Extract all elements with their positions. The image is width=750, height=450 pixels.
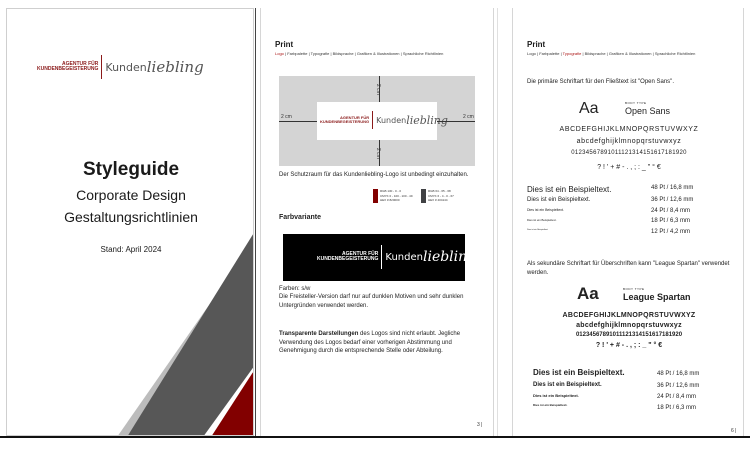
spartan-digits: 01234567891011121314151617181920 [575, 332, 683, 338]
farben-label: Farben: s/w [279, 286, 311, 292]
dark-logo [317, 245, 476, 269]
logo-script: liebling [406, 113, 448, 127]
nav-grafiken[interactable]: Grafiken & Illustrationen [608, 51, 652, 56]
spartan-example-18: Dies ist ein Beispieltext. [533, 403, 568, 407]
open-sans-symbols: ? ! ' + # - . , ; : _ " ° € [597, 164, 661, 171]
nav-logo[interactable]: Logo [275, 51, 284, 56]
typography-page [512, 8, 744, 436]
dim-label-right: 2 cm [463, 114, 474, 120]
spartan-upper: ABCDEFGHIJKLMNOPQRSTUVWXYZ [562, 312, 696, 319]
open-sans-example-48: Dies ist ein Beispieltext. [527, 185, 612, 194]
spartan-size-24: 24 Pt / 8,4 mm [657, 394, 697, 400]
spartan-example-24: Dies ist ein Beispieltext. [533, 393, 579, 398]
spartan-name: League Spartan [623, 292, 691, 302]
open-sans-example-18: Dies ist ein Beispieltext. [527, 218, 557, 222]
nav-bildsprache[interactable]: Bildsprache [332, 51, 354, 56]
size-24: 24 Pt / 8,4 mm [651, 208, 691, 214]
page2-nav [275, 51, 443, 56]
cover-subtitle-1: Corporate Design [76, 187, 186, 203]
nav-sep: | [330, 51, 332, 56]
dim-label-left: 2 cm [281, 114, 292, 120]
spartan-size-18: 18 Pt / 6,3 mm [657, 405, 697, 411]
dim-label-bottom: 2 cm [375, 148, 381, 159]
schutzraum-text: Der Schutzraum für das Kundenliebling-Logo ist unbedingt einzuhalten. [279, 172, 469, 178]
nav-sep: | [582, 51, 584, 56]
page3-nav [527, 51, 695, 56]
size-36: 36 Pt / 12,6 mm [651, 197, 694, 203]
body-type-label: BODY TYPE [625, 101, 647, 105]
nav-farbpalette[interactable]: Farbpalette [287, 51, 308, 56]
open-sans-example-36: Dies ist ein Beispieltext. [527, 197, 591, 203]
nav-sep: | [400, 51, 402, 56]
logo-word: Kunden [385, 251, 423, 263]
nav-sprache[interactable]: Sprachliche Richtlinien [654, 51, 696, 56]
logo-page [260, 8, 494, 436]
page3-number: 6 | [731, 428, 737, 434]
open-sans-sample-aa: Aa [579, 100, 599, 117]
swatch-red-values: RGB 130 - 0 - 0 CMYK 0 - 100 - 100 - 49 HEX # 820000 [380, 189, 413, 202]
size-12: 12 Pt / 4,2 mm [651, 229, 691, 235]
page-divider-2 [497, 8, 498, 436]
logo-line1: AGENTUR FÜR [342, 250, 379, 257]
logo-bar [381, 245, 382, 269]
dim-line-left [279, 121, 317, 122]
nav-sep: | [560, 51, 562, 56]
schutzraum-figure [279, 76, 475, 166]
open-sans-upper: ABCDEFGHIJKLMNOPQRSTUVWXYZ [559, 126, 699, 133]
page3-header: Print [527, 40, 546, 49]
page2-header: Print [275, 40, 294, 49]
cover-title: Styleguide [82, 159, 180, 180]
nav-typografie[interactable]: Typografie [310, 51, 330, 56]
logo-text-block [320, 116, 369, 124]
spartan-example-48: Dies ist ein Beispieltext. [533, 368, 625, 377]
nav-sep: | [537, 51, 539, 56]
secondary-font-intro: Als sekundäre Schriftart für Überschriften kann "League Spartan" verwendet werden. [527, 261, 730, 276]
spartan-symbols: ? ! ' + # - . , ; : _ " ° € [595, 342, 663, 349]
logo-line2: KUNDENBEGEISTERUNG [320, 119, 370, 124]
transparent-bold: Transparente Darstellungen [279, 331, 359, 337]
cover-date: Stand: April 2024 [100, 245, 162, 254]
logo-bar [372, 111, 373, 129]
logo-word: Kunden [376, 115, 407, 125]
nav-typografie[interactable]: Typografie [562, 51, 582, 56]
swatch-gray-values: RGB 64 - 65 - 68 CMYK 6 - 4 - 0 - 67 HEX # 404144 [428, 189, 454, 202]
schutzraum-logo-area [317, 102, 448, 140]
transparent-rest: des Logos sind nicht erlaubt. Jegliche Verwendung des Logos bedarf einer vorherigen Abstimmung und Genehmigung durch die entsprechende Stelle oder Abteilung. [279, 331, 461, 354]
spartan-sample-aa: Aa [577, 284, 599, 303]
dim-line-right [437, 121, 475, 122]
logo-line1: AGENTUR FÜR [62, 60, 99, 67]
cover-decoration [7, 9, 254, 436]
cover-subtitle-2: Gestaltungsrichtlinien [64, 209, 198, 225]
open-sans-digits: 01234567891011121314151617181920 [571, 150, 687, 156]
body-type-label-2: BODY TYPE [623, 287, 645, 291]
swatch-red [373, 189, 378, 203]
farbvariante-heading: Farbvariante [279, 214, 322, 221]
primary-font-intro: Die primäre Schriftart für den Fließtext ist "Open Sans". [527, 79, 674, 85]
spartan-example-36: Dies ist ein Beispieltext. [533, 382, 602, 388]
cover-page [6, 8, 254, 436]
spartan-lower: abcdefghijklmnopqrstuvwxyz [576, 322, 682, 329]
bottom-rule [0, 436, 750, 438]
logo-dark-variant [283, 234, 477, 281]
nav-farbpalette[interactable]: Farbpalette [539, 51, 560, 56]
open-sans-lower: abcdefghijklmnopqrstuvwxyz [576, 138, 682, 145]
logo-line2: KUNDENBEGEISTERUNG [37, 66, 99, 72]
nav-sep: | [285, 51, 287, 56]
nav-sep: | [652, 51, 654, 56]
logo-line2: KUNDENBEGEISTERUNG [317, 256, 379, 262]
open-sans-example-12: Dies ist ein Beispieltext. [527, 229, 549, 231]
logo-word: Kunden [105, 60, 147, 74]
freisteller-text: Die Freisteller-Version darf nur auf dunklen Motiven und sehr dunklen Untergründen verwendet werden. [279, 294, 464, 309]
size-18: 18 Pt / 6,3 mm [651, 218, 691, 224]
schutzraum-logo [320, 111, 448, 129]
transparent-text [279, 330, 479, 356]
page-divider-1 [255, 8, 256, 436]
spartan-size-48: 48 Pt / 16,8 mm [657, 371, 700, 377]
dim-label-top: 2 cm [375, 84, 381, 95]
logo-text-block [317, 252, 378, 263]
logo-script: liebling [146, 58, 204, 76]
swatch-gray [421, 189, 426, 203]
nav-sep: | [606, 51, 608, 56]
logo-line1: AGENTUR FÜR [340, 114, 370, 120]
open-sans-example-24: Dies ist ein Beispieltext. [527, 208, 564, 212]
logo-script: liebling [422, 249, 477, 265]
open-sans-name: Open Sans [625, 106, 671, 116]
size-48: 48 Pt / 16,8 mm [651, 185, 694, 191]
spartan-size-36: 36 Pt / 12,6 mm [657, 383, 700, 389]
nav-logo[interactable]: Logo [527, 51, 536, 56]
nav-bildsprache[interactable]: Bildsprache [584, 51, 606, 56]
page2-number: 3 | [477, 422, 483, 428]
nav-sprache[interactable]: Sprachliche Richtlinien [402, 51, 444, 56]
nav-grafiken[interactable]: Grafiken & Illustrationen [356, 51, 400, 56]
nav-sep: | [308, 51, 310, 56]
nav-sep: | [354, 51, 356, 56]
